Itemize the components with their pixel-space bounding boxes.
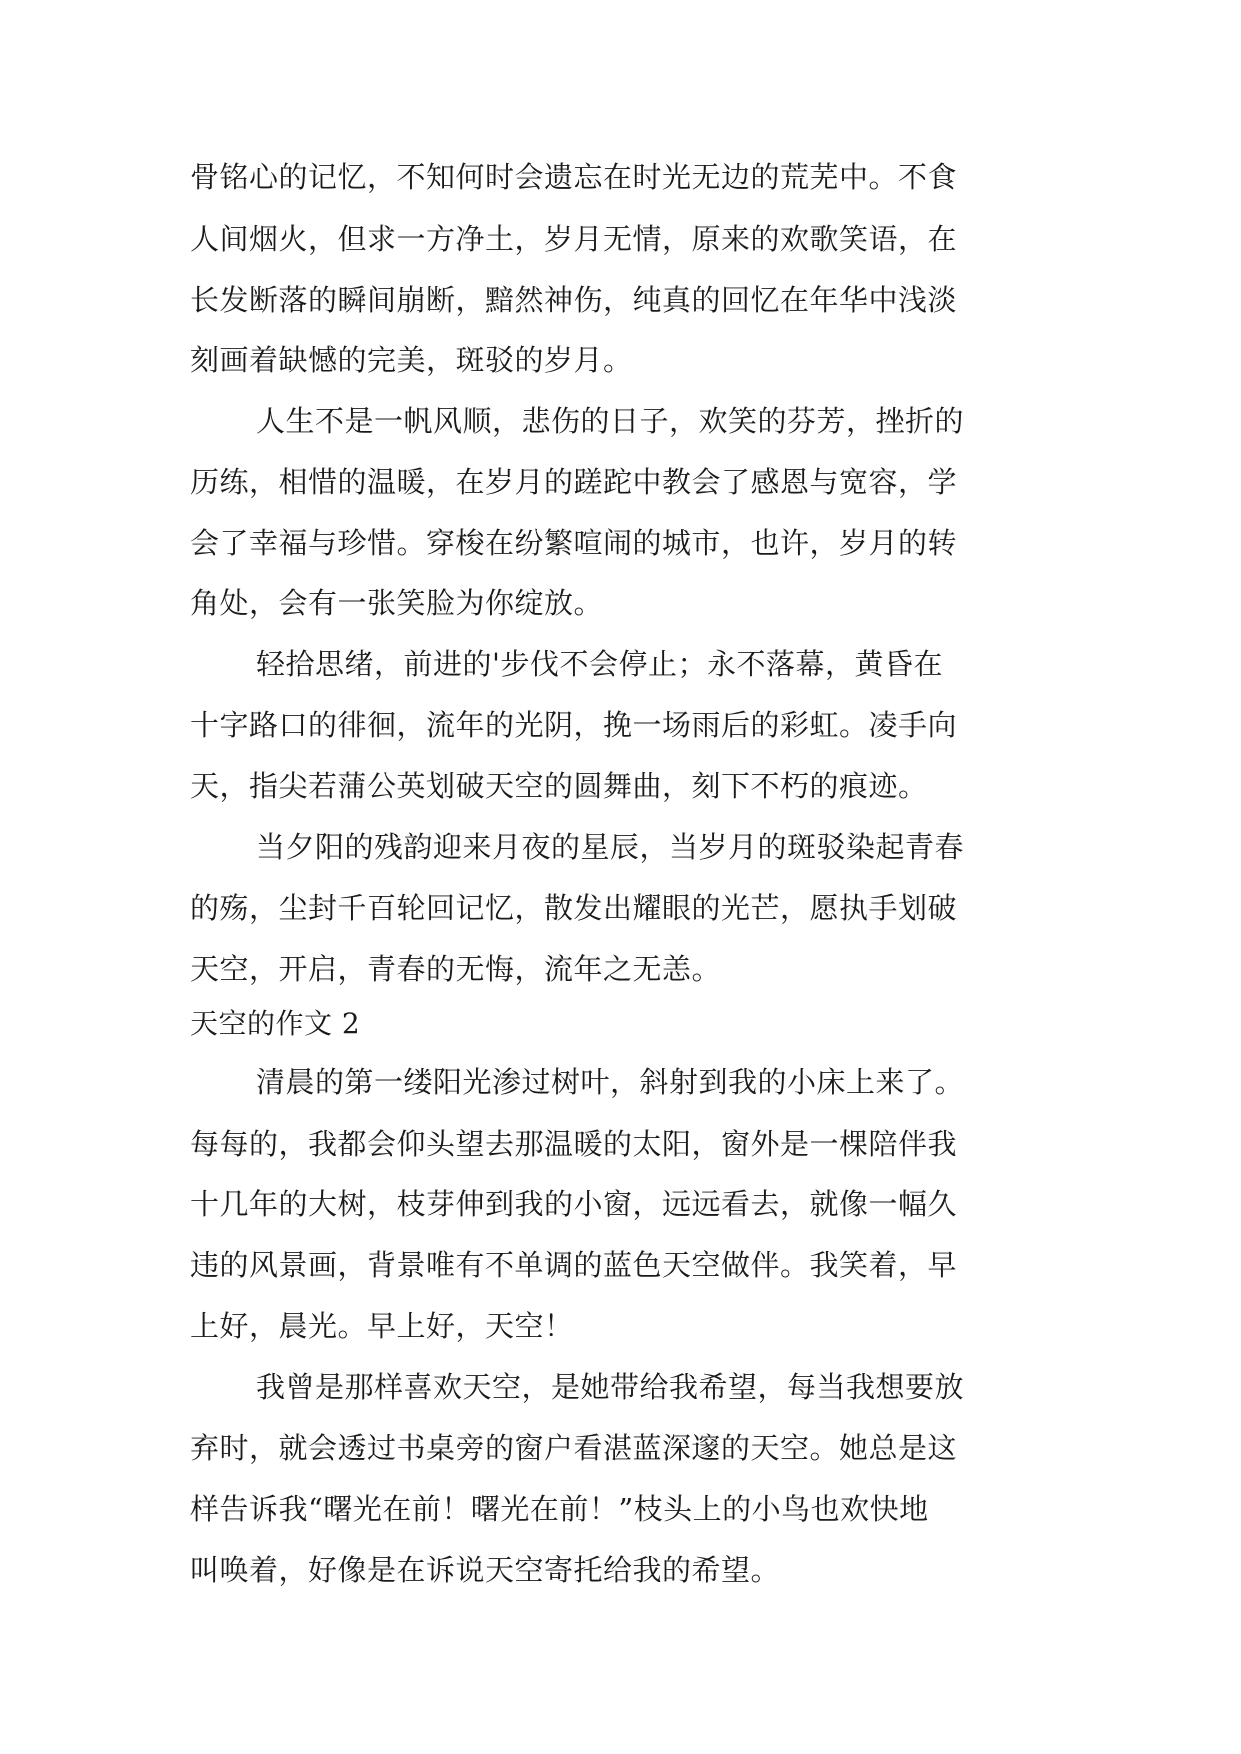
text-line: 的殇，尘封千百轮回记忆，散发出耀眼的光芒，愿执手划破 xyxy=(190,891,958,925)
section-title: 天空的作文 2 xyxy=(190,1007,361,1040)
text-line: 刻画着缺憾的完美，斑驳的岁月。 xyxy=(190,343,633,377)
text-line: 天，指尖若蒲公英划破天空的圆舞曲，刻下不朽的痕迹。 xyxy=(190,769,928,803)
paragraph-start: 清晨的第一缕阳光渗过树叶，斜射到我的小床上来了。 xyxy=(256,1065,965,1099)
text-line: 十几年的大树，枝芽伸到我的小窗，远远看去，就像一幅久 xyxy=(190,1187,958,1221)
text-line: 样告诉我“曙光在前！曙光在前！”枝头上的小鸟也欢快地 xyxy=(190,1492,929,1526)
text-line: 会了幸福与珍惜。穿梭在纷繁喧闹的城市，也许，岁月的转 xyxy=(190,526,958,560)
text-line: 天空，开启，青春的无悔，流年之无恙。 xyxy=(190,952,722,986)
text-line: 每每的，我都会仰头望去那温暖的太阳，窗外是一棵陪伴我 xyxy=(190,1127,958,1161)
paragraph-start: 我曾是那样喜欢天空，是她带给我希望，每当我想要放 xyxy=(256,1370,965,1404)
paragraph-start: 当夕阳的残韵迎来月夜的星辰，当岁月的斑驳染起青春 xyxy=(256,830,965,864)
text-line: 上好，晨光。早上好，天空！ xyxy=(190,1309,574,1343)
text-line: 长发断落的瞬间崩断，黯然神伤，纯真的回忆在年华中浅淡 xyxy=(190,283,958,317)
text-line: 违的风景画，背景唯有不单调的蓝色天空做伴。我笑着，早 xyxy=(190,1248,958,1282)
text-line: 叫唤着，好像是在诉说天空寄托给我的希望。 xyxy=(190,1553,781,1587)
paragraph-start: 轻拾思绪，前进的'步伐不会停止；永不落幕，黄昏在 xyxy=(256,647,943,681)
text-line: 历练，相惜的温暖，在岁月的蹉跎中教会了感恩与宽容，学 xyxy=(190,465,958,499)
text-line: 骨铭心的记忆，不知何时会遗忘在时光无边的荒芜中。不食 xyxy=(190,160,958,194)
text-line: 角处，会有一张笑脸为你绽放。 xyxy=(190,586,604,620)
text-line: 弃时，就会透过书桌旁的窗户看湛蓝深邃的天空。她总是这 xyxy=(190,1431,958,1465)
text-line: 人间烟火，但求一方净土，岁月无情，原来的欢歌笑语，在 xyxy=(190,222,958,256)
paragraph-start: 人生不是一帆风顺，悲伤的日子，欢笑的芬芳，挫折的 xyxy=(256,404,965,438)
text-line: 十字路口的徘徊，流年的光阴，挽一场雨后的彩虹。凌手向 xyxy=(190,708,958,742)
